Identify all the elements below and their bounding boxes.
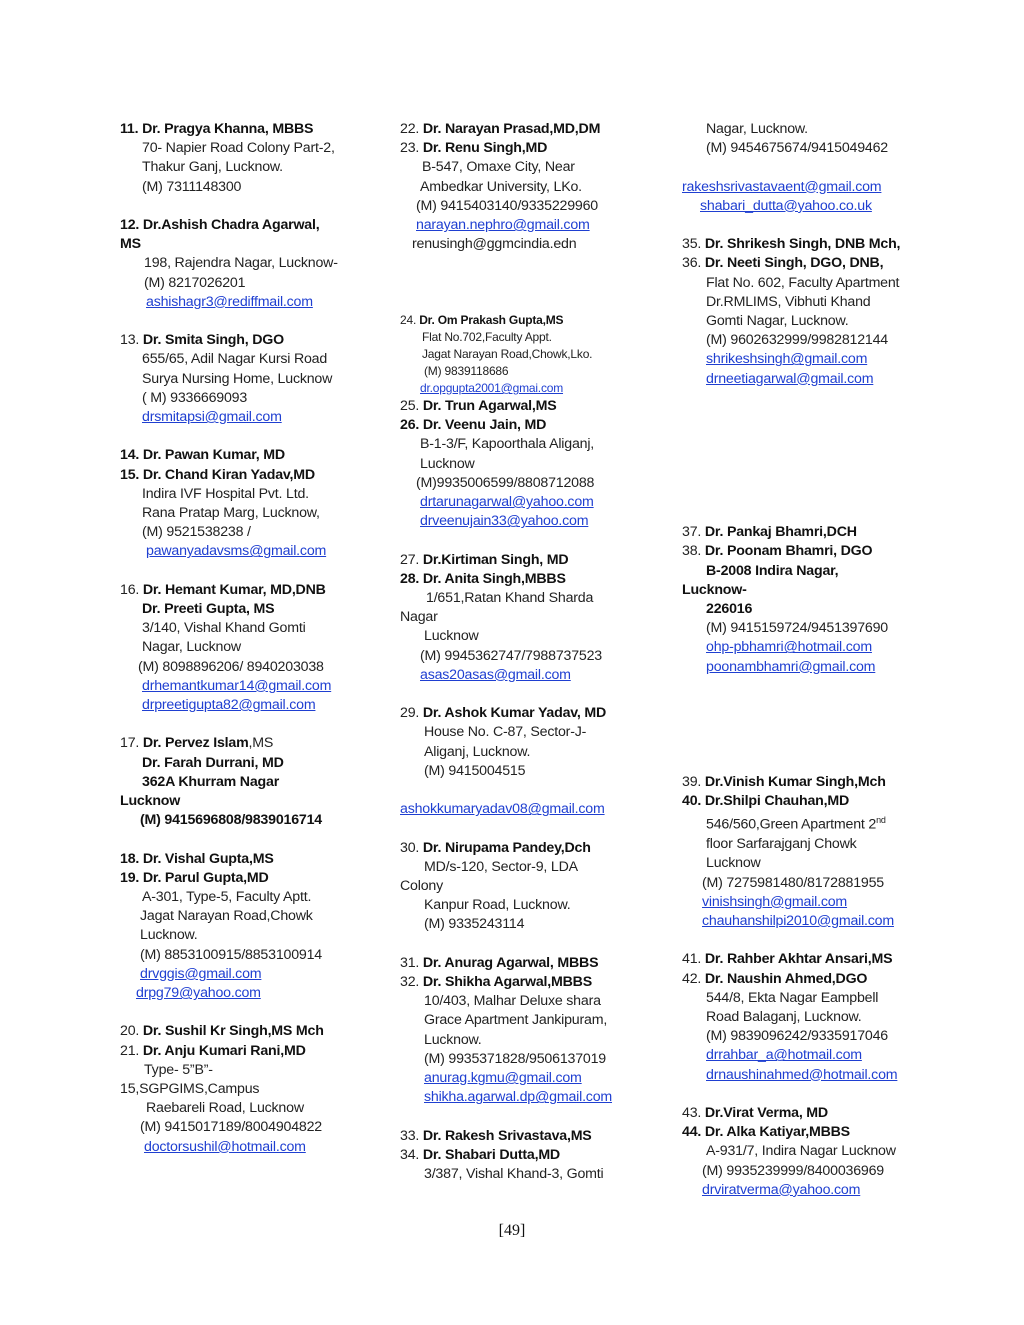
entry-line: 544/8, Ekta Nagar Eampbell [706, 989, 879, 1006]
email-link[interactable]: drvggis@gmail.com [140, 965, 262, 982]
email-link[interactable]: shrikeshsingh@gmail.com [706, 351, 868, 368]
entry-heading: 40. Dr.Shilpi Chauhan,MD [682, 793, 850, 810]
entry-line: (M) 8217026201 [144, 274, 246, 291]
entry-heading: 17. Dr. Pervez Islam,MS [120, 735, 274, 752]
entry-line: Surya Nursing Home, Lucknow [142, 370, 333, 387]
entry-line: Lucknow [424, 628, 479, 645]
spacer [400, 781, 650, 800]
entry-heading: 18. Dr. Vishal Gupta,MS [120, 850, 274, 867]
entry-heading: MS [120, 236, 141, 253]
spacer [682, 216, 922, 235]
entry-line: A-301, Type-5, Faculty Aptt. [142, 889, 312, 906]
entry-line: Flat No. 602, Faculty Apartment [706, 274, 900, 291]
email-link[interactable]: drsmitapsi@gmail.com [142, 409, 282, 426]
entry-heading: 12. Dr.Ashish Chadra Agarwal, [120, 217, 320, 233]
entry-heading: 34. Dr. Shabari Dutta,MD [400, 1146, 560, 1163]
entry-line: Ambedkar University, LKo. [420, 178, 582, 195]
spacer [120, 427, 360, 446]
entry-line: Colony [400, 878, 443, 895]
entry-line: Road Balaganj, Lucknow. [706, 1008, 862, 1025]
entry-line: Jagat Narayan Road,Chowk [140, 908, 313, 925]
email-link[interactable]: ohp-pbhamri@hotmail.com [706, 639, 872, 656]
entry-line: (M) 9454675674/9415049462 [706, 140, 888, 157]
entry-line: Grace Apartment Jankipuram, [424, 1012, 608, 1029]
entry-heading: Dr. Preeti Gupta, MS [142, 601, 275, 618]
entry-heading: 24. Dr. Om Prakash Gupta,MS [400, 313, 564, 328]
entry-line: (M) 9415159724/9451397690 [706, 620, 888, 637]
entry-heading: 31. Dr. Anurag Agarwal, MBBS [400, 954, 599, 971]
entry-heading: 41. Dr. Rahber Akhtar Ansari,MS [682, 951, 893, 968]
entry-line: A-931/7, Indira Nagar Lucknow [706, 1143, 896, 1160]
email-link[interactable]: asas20asas@gmail.com [420, 666, 571, 683]
entry-heading: 14. Dr. Pawan Kumar, MD [120, 447, 285, 464]
email-link[interactable]: ashishagr3@rediffmail.com [146, 293, 313, 310]
entry-line: (M) 9935371828/9506137019 [424, 1050, 606, 1067]
spacer [682, 677, 922, 773]
page-number: [49] [498, 1222, 526, 1239]
spacer [120, 562, 360, 581]
entry-heading: 44. Dr. Alka Katiyar,MBBS [682, 1124, 850, 1141]
entry-line: 198, Rajendra Nagar, Lucknow- [144, 255, 338, 272]
email-link[interactable]: rakeshsrivastavaent@gmail.com [682, 178, 882, 195]
entry-heading: 20. Dr. Sushil Kr Singh,MS Mch [120, 1023, 324, 1040]
entry-line: Flat No.702,Faculty Appt. [422, 330, 552, 345]
entry-line: (M) 9839118686 [424, 364, 509, 379]
email-link[interactable]: narayan.nephro@gmail.com [416, 217, 590, 234]
spacer [682, 158, 922, 177]
entry-heading: 35. Dr. Shrikesh Singh, DNB Mch, [682, 236, 901, 253]
entry-line: Type- 5”B”- [144, 1061, 213, 1078]
spacer [682, 389, 922, 523]
email-link[interactable]: drrahbar_a@hotmail.com [706, 1047, 862, 1064]
entry-heading: 23. Dr. Renu Singh,MD [400, 140, 548, 157]
entry-line: Lucknow [706, 855, 761, 872]
entry-heading: 30. Dr. Nirupama Pandey,Dch [400, 839, 591, 856]
email-link[interactable]: poonambhamri@gmail.com [706, 658, 876, 675]
entry-line: Gomti Nagar, Lucknow. [706, 313, 849, 329]
entry-line: (M) 9602632999/9982812144 [706, 332, 888, 349]
spacer [120, 312, 360, 331]
entry-heading: 43. Dr.Virat Verma, MD [682, 1104, 828, 1121]
entry-heading: 29. Dr. Ashok Kumar Yadav, MD [400, 705, 607, 722]
entry-line: 70- Napier Road Colony Part-2, [142, 140, 335, 157]
email-link[interactable]: drnaushinahmed@hotmail.com [706, 1066, 898, 1083]
email-link[interactable]: ashokkumaryadav08@gmail.com [400, 801, 605, 818]
entry-heading: Lucknow- [682, 581, 747, 598]
entry-line: Dr.RMLIMS, Vibhuti Khand [706, 293, 871, 310]
spacer [400, 935, 650, 954]
entry-line: 3/140, Vishal Khand Gomti [142, 620, 306, 637]
entry-line: (M) 7275981480/8172881955 [702, 874, 884, 891]
entry-heading: 362A Khurram Nagar [142, 773, 280, 790]
spacer [682, 931, 922, 950]
directory-column-3 [682, 120, 922, 1200]
spacer [120, 830, 360, 849]
email-link[interactable]: drpg79@yahoo.com [136, 985, 261, 1002]
entry-line: Nagar, Lucknow. [706, 121, 808, 137]
entry-line: 3/387, Vishal Khand-3, Gomti [424, 1166, 604, 1183]
entry-heading: 25. Dr. Trun Agarwal,MS [400, 398, 557, 415]
entry-line: (M)9935006599/8808712088 [416, 474, 595, 491]
entry-heading: 33. Dr. Rakesh Srivastava,MS [400, 1127, 592, 1144]
entry-line: MD/s-120, Sector-9, LDA [424, 858, 578, 875]
entry-heading: Dr. Farah Durrani, MD [142, 754, 284, 771]
email-link[interactable]: shikha.agarwal.dp@gmail.com [424, 1089, 613, 1106]
email-link[interactable]: drneetiagarwal@gmail.com [706, 370, 874, 387]
email-link[interactable]: pawanyadavsms@gmail.com [146, 543, 327, 560]
entry-heading: 11. Dr. Pragya Khanna, MBBS [120, 121, 314, 137]
entry-heading: 28. Dr. Anita Singh,MBBS [400, 570, 566, 587]
email-link[interactable]: vinishsingh@gmail.com [702, 893, 848, 910]
email-link[interactable]: doctorsushil@hotmail.com [144, 1138, 306, 1155]
email-link[interactable]: dr.opgupta2001@gmai.com [420, 381, 564, 396]
entry-heading: 26. Dr. Veenu Jain, MD [400, 417, 547, 434]
entry-line: (M) 9935239999/8400036969 [702, 1162, 884, 1179]
entry-heading: B-2008 Indira Nagar, [706, 562, 839, 579]
email-link[interactable]: drveenujain33@yahoo.com [420, 513, 589, 530]
entry-line: (M) 9415004515 [424, 762, 526, 779]
entry-line: renusingh@ggmcindia.edn [412, 236, 577, 253]
spacer [400, 531, 650, 550]
entry-line: 15,SGPGIMS,Campus [120, 1081, 260, 1098]
entry-line: (M) 9415017189/8004904822 [140, 1119, 322, 1136]
entry-line: Raebareli Road, Lucknow [146, 1100, 304, 1117]
entry-line: (M) 9335243114 [424, 916, 525, 933]
entry-heading: 38. Dr. Poonam Bhamri, DGO [682, 543, 873, 560]
entry-line: Nagar, Lucknow [142, 639, 241, 656]
entry-line: (M) 9945362747/7988737523 [420, 647, 602, 664]
entry-line: 1/651,Ratan Khand Sharda [426, 590, 594, 607]
email-link[interactable]: drhemantkumar14@gmail.com [142, 677, 332, 694]
entry-line: B-547, Omaxe City, Near [422, 159, 575, 176]
email-link[interactable]: drpreetigupta82@gmail.com [142, 697, 316, 714]
entry-line: 546/560,Green Apartment 2nd [706, 815, 886, 833]
entry-heading: 21. Dr. Anju Kumari Rani,MD [120, 1042, 306, 1059]
entry-line: 10/403, Malhar Deluxe shara [424, 993, 601, 1010]
email-link[interactable]: drtarunagarwal@yahoo.com [420, 494, 594, 511]
spacer [400, 819, 650, 838]
entry-line: floor Sarfarajganj Chowk [706, 836, 857, 853]
spacer [682, 1085, 922, 1104]
email-link[interactable]: chauhanshilpi2010@gmail.com [702, 912, 894, 929]
entry-line: (M) 9839096242/9335917046 [706, 1028, 888, 1045]
spacer [400, 254, 650, 312]
entry-line: (M) 8098896206/ 8940203038 [138, 658, 324, 675]
entry-line: ( M) 9336669093 [142, 389, 248, 406]
entry-heading: 42. Dr. Naushin Ahmed,DGO [682, 970, 868, 987]
entry-line: Indira IVF Hospital Pvt. Ltd. [142, 485, 309, 502]
entry-line: Thakur Ganj, Lucknow. [142, 159, 283, 176]
entry-heading: 15. Dr. Chand Kiran Yadav,MD [120, 466, 315, 483]
spacer [120, 1003, 360, 1022]
entry-heading: 13. Dr. Smita Singh, DGO [120, 332, 284, 349]
entry-line: Rana Pratap Marg, Lucknow, [142, 505, 320, 522]
entry-heading: 32. Dr. Shikha Agarwal,MBBS [400, 974, 592, 991]
entry-line: (M) 9415403140/9335229960 [416, 197, 598, 214]
entry-heading: 37. Dr. Pankaj Bhamri,DCH [682, 524, 857, 541]
entry-heading: (M) 9415696808/9839016714 [140, 812, 322, 829]
spacer [400, 685, 650, 704]
entry-line: (M) 7311148300 [142, 178, 242, 195]
entry-line: Jagat Narayan Road,Chowk,Lko. [422, 347, 593, 362]
spacer [400, 1107, 650, 1126]
spacer [120, 197, 360, 216]
entry-line: (M) 9521538238 / [142, 524, 251, 541]
entry-heading: 27. Dr.Kirtiman Singh, MD [400, 551, 569, 568]
entry-line: Lucknow. [140, 927, 198, 944]
entry-heading: 226016 [706, 601, 753, 618]
entry-heading: 39. Dr.Vinish Kumar Singh,Mch [682, 773, 886, 790]
entry-line: 655/65, Adil Nagar Kursi Road [142, 351, 328, 368]
entry-line: Lucknow. [424, 1031, 482, 1048]
entry-heading: Lucknow [120, 793, 181, 810]
email-link[interactable]: drviratverma@yahoo.com [702, 1181, 861, 1198]
directory-column-2 [400, 120, 650, 1184]
directory-column-1 [120, 120, 360, 1157]
email-link[interactable]: shabari_dutta@yahoo.co.uk [700, 197, 872, 214]
entry-line: Aliganj, Lucknow. [424, 743, 531, 760]
entry-line: Lucknow [420, 455, 475, 472]
spacer [120, 715, 360, 734]
entry-heading: 36. Dr. Neeti Singh, DGO, DNB, [682, 255, 884, 272]
entry-line: B-1-3/F, Kapoorthala Aliganj, [420, 436, 595, 453]
entry-heading: 22. Dr. Narayan Prasad,MD,DM [400, 121, 601, 137]
email-link[interactable]: anurag.kgmu@gmail.com [424, 1070, 582, 1087]
entry-line: Kanpur Road, Lucknow. [424, 897, 571, 914]
entry-heading: 16. Dr. Hemant Kumar, MD,DNB [120, 581, 326, 598]
entry-line: (M) 8853100915/8853100914 [140, 946, 322, 963]
entry-line: Nagar [400, 609, 438, 626]
entry-line: House No. C-87, Sector-J- [424, 724, 587, 741]
entry-heading: 19. Dr. Parul Gupta,MD [120, 869, 269, 886]
